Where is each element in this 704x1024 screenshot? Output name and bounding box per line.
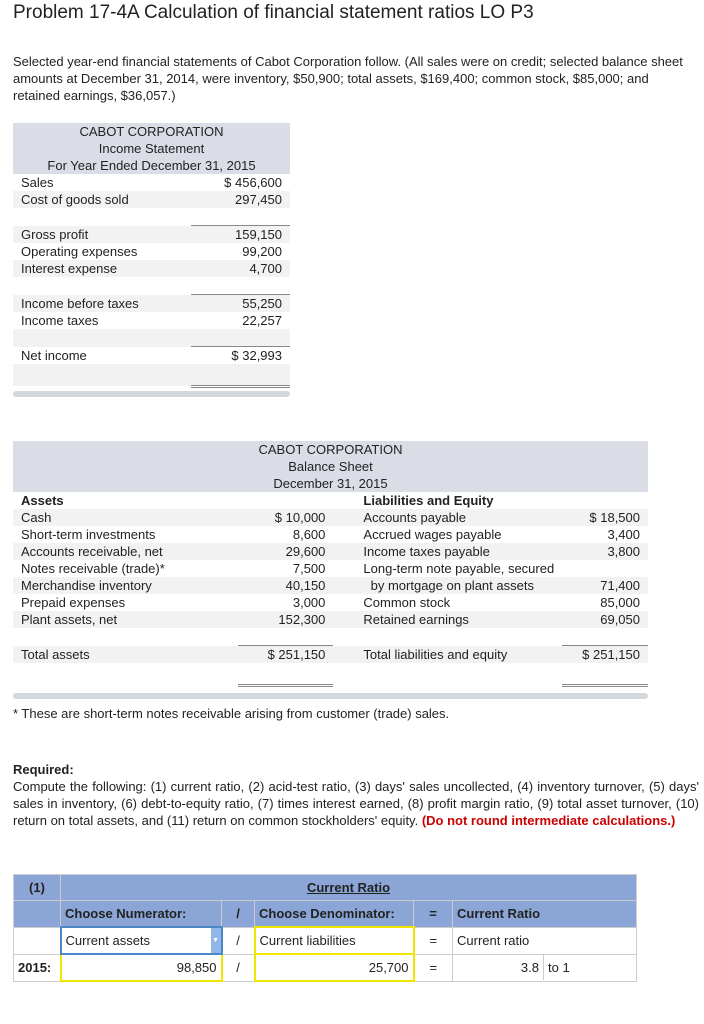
asset-label: Cash	[13, 509, 238, 526]
liability-value: 71,400	[562, 577, 648, 594]
liability-value: 69,050	[562, 611, 648, 628]
total-liabilities-label: Total liabilities and equity	[333, 646, 562, 664]
dropdown-arrow-icon[interactable]: ▼	[211, 928, 221, 953]
company-name: CABOT CORPORATION	[13, 441, 648, 458]
statement-period: For Year Ended December 31, 2015	[13, 157, 290, 174]
current-ratio-table	[13, 874, 637, 982]
liability-value: 85,000	[600, 595, 640, 610]
divide-sign: /	[222, 901, 255, 928]
statement-name: Income Statement	[13, 140, 290, 157]
liability-label: Retained earnings	[333, 611, 562, 628]
equals-sign: =	[414, 927, 453, 954]
asset-value: 8,600	[292, 527, 326, 542]
row-label: Income taxes	[21, 313, 99, 328]
statement-date: December 31, 2015	[13, 475, 648, 492]
liability-value: 3,400	[607, 527, 640, 542]
footnote: * These are short-term notes receivable arising from customer (trade) sales.	[13, 706, 450, 721]
required-section	[13, 761, 699, 829]
row-value: 4,700	[191, 260, 290, 277]
numerator-header: Choose Numerator:	[61, 901, 222, 928]
statement-name: Balance Sheet	[13, 458, 648, 475]
liability-value	[562, 560, 648, 577]
total-liabilities-value: $ 251,150	[562, 646, 648, 664]
result-label: Current ratio	[453, 927, 637, 954]
assets-heading: Assets	[21, 493, 64, 508]
row-value: $ 456,600	[224, 175, 282, 190]
liability-label: Accounts payable	[333, 509, 562, 526]
numerator-input[interactable]: 98,850	[61, 954, 222, 981]
required-label: Required:	[13, 762, 74, 777]
row-label: Sales	[21, 175, 54, 190]
asset-value: 40,150	[238, 577, 334, 594]
row-value: 297,450	[191, 191, 290, 208]
asset-label: Short-term investments	[21, 527, 156, 542]
numerator-selected: Current assets	[65, 933, 151, 948]
liability-label: Accrued wages payable	[363, 527, 502, 542]
total-assets-value: $ 251,150	[238, 646, 334, 664]
asset-value: 29,600	[238, 543, 334, 560]
row-label: Cost of goods sold	[13, 191, 191, 208]
row-label: Gross profit	[13, 226, 191, 244]
asset-label: Merchandise inventory	[13, 577, 238, 594]
result-header: Current Ratio	[453, 901, 637, 928]
liability-label: Common stock	[363, 595, 451, 610]
required-text: Compute the following: (1) current ratio, (2) acid-test ratio, (3) days' sales uncollected, (4) inventory turnover, (5) days' sales in inventory, (6) debt-to-equity ratio, (7) times interest earned, (8) profit margin ratio, (9) total asset turnover, (10) return on total assets, and (11) return on common stockholders' equity.	[13, 779, 699, 828]
liability-label: by mortgage on plant assets	[333, 577, 562, 594]
ratio-title: Current Ratio	[61, 875, 637, 901]
to-one-label: to 1	[548, 960, 570, 975]
liability-label: Income taxes payable	[333, 543, 562, 560]
liability-value: 3,800	[562, 543, 648, 560]
equals-sign: =	[414, 901, 453, 928]
asset-label: Prepaid expenses	[21, 595, 126, 610]
asset-label: Accounts receivable, net	[13, 543, 238, 560]
total-assets-label: Total assets	[13, 646, 238, 664]
row-label: Interest expense	[13, 260, 191, 277]
asset-value: 7,500	[292, 561, 326, 576]
page-title: Problem 17-4A Calculation of financial statement ratios LO P3	[13, 2, 534, 23]
balance-sheet	[13, 441, 648, 687]
numerator-select[interactable]	[61, 927, 222, 954]
row-label: Income before taxes	[13, 295, 191, 313]
rounding-warning: (Do not round intermediate calculations.)	[421, 813, 676, 828]
liability-value: $ 18,500	[562, 509, 648, 526]
divide-sign: /	[222, 954, 255, 981]
asset-label: Plant assets, net	[13, 611, 238, 628]
liability-label: Long-term note payable, secured	[363, 561, 555, 576]
company-name: CABOT CORPORATION	[13, 123, 290, 140]
income-statement	[13, 123, 290, 388]
row-label: Operating expenses	[21, 244, 138, 259]
intro-text: Selected year-end financial statements of Cabot Corporation follow. (All sales were on credit; selected balance sheet amounts at December 31, 2014, were inventory, $50,900; total assets, $169,400; common stock, $85,000; and retained earnings, $36,057.)	[13, 54, 683, 103]
divide-sign: /	[222, 927, 255, 954]
horizontal-scrollbar[interactable]	[13, 693, 648, 699]
asset-value: 3,000	[292, 595, 326, 610]
asset-label: Notes receivable (trade)*	[21, 561, 165, 576]
horizontal-scrollbar[interactable]	[13, 391, 290, 397]
denominator-input[interactable]: 25,700	[255, 954, 414, 981]
liabilities-heading: Liabilities and Equity	[363, 493, 494, 508]
result-cell	[453, 954, 637, 981]
row-label: Net income	[21, 347, 87, 363]
result-input[interactable]: 3.8	[453, 955, 544, 980]
row-value: 159,150	[191, 226, 290, 244]
denominator-header: Choose Denominator:	[255, 901, 414, 928]
row-value: 99,200	[242, 244, 282, 259]
year-label: 2015:	[14, 954, 61, 981]
row-value: $ 32,993	[231, 348, 282, 363]
denominator-select[interactable]: Current liabilities	[255, 927, 414, 954]
part-number: (1)	[14, 875, 61, 901]
equals-sign: =	[414, 954, 453, 981]
row-value: 22,257	[242, 313, 282, 328]
asset-value: 152,300	[238, 611, 334, 628]
row-value: 55,250	[191, 295, 290, 313]
asset-value: $ 10,000	[238, 509, 334, 526]
